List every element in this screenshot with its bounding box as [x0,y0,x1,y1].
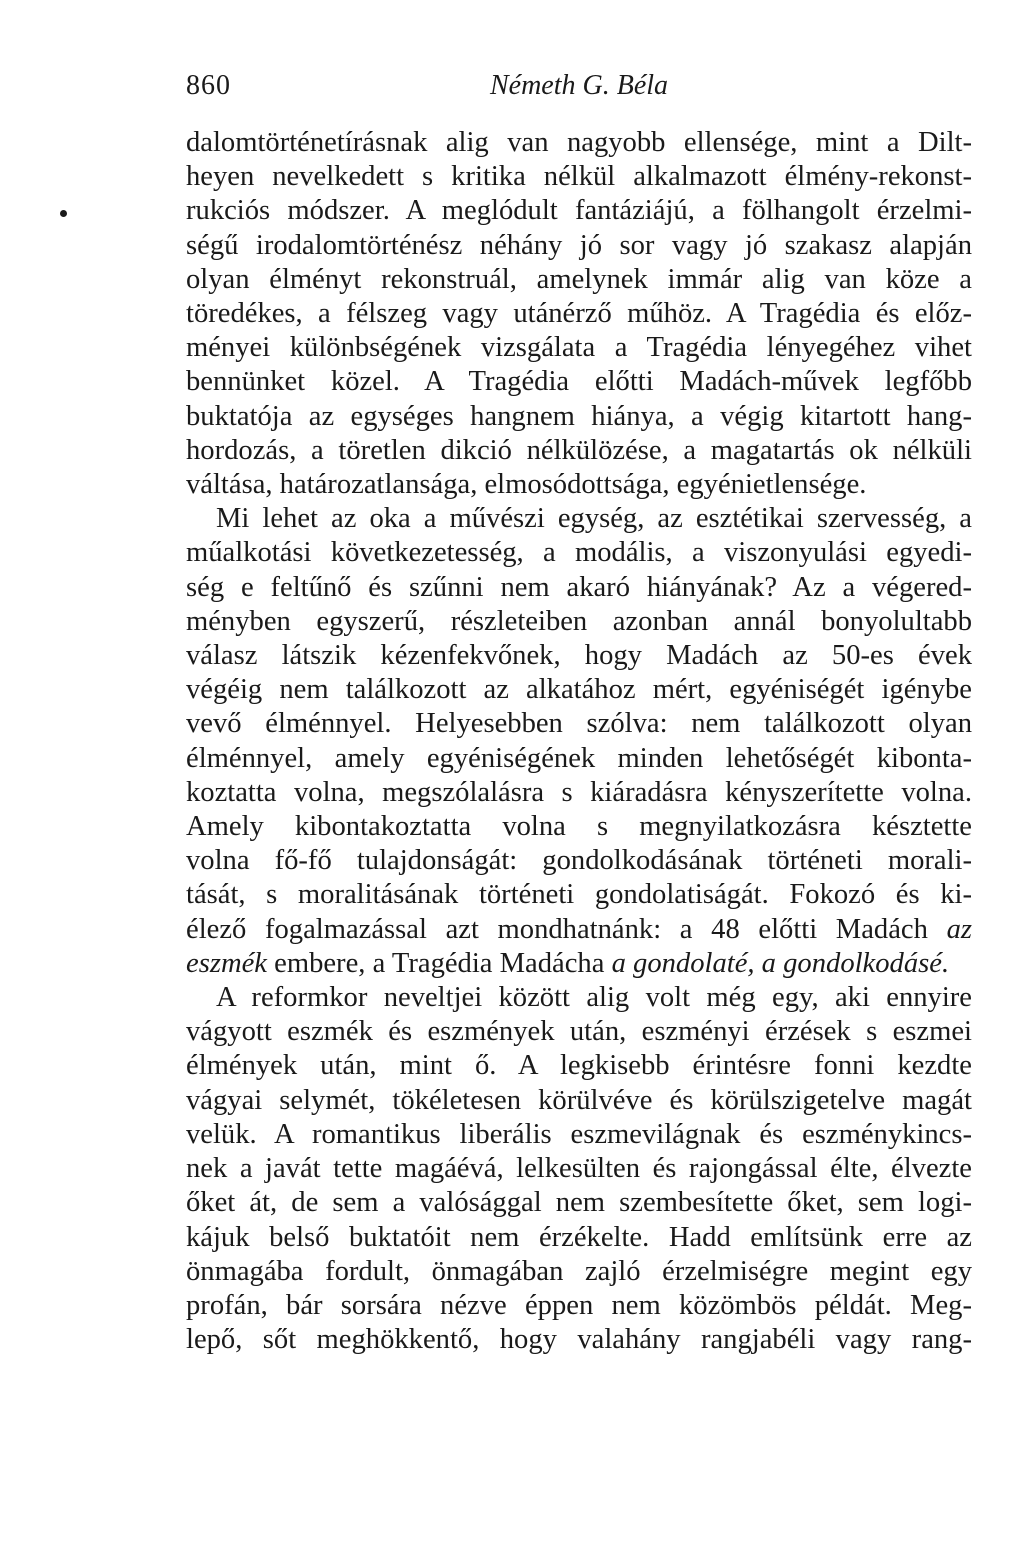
text-line: őket át, de sem a valósággal nem szembesítette őket, sem logi- [186,1187,972,1219]
text-line: hordozás, a töretlen dikció nélkülözése, a magatartás ok nélküli [186,434,972,466]
text-line: vevő élménnyel. Helyesebben szólva: nem találkozott olyan [186,708,972,740]
text-line [186,947,972,981]
text-line: ség e feltűnő és szűnni nem akaró hiányának? Az a végered- [186,571,972,603]
text-line: ségű irodalomtörténész néhány jó sor vagy jó szakasz alapján [186,229,972,261]
page-header [186,70,972,110]
text-line: váltása, határozatlansága, elmosódottsága, egyénietlensége. [186,469,867,501]
text-line [186,913,972,947]
text-line: koztatta volna, megszólalásra s kiáradásra kényszerítette volna. [186,776,972,808]
text-line: vágyott eszmék és eszmények után, eszményi érzések s eszmei [186,1016,972,1048]
text-line: válasz látszik kézenfekvőnek, hogy Madách az 50-es évek [186,640,972,672]
text-line: olyan élményt rekonstruál, amelynek immár alig van köze a [186,263,972,295]
text-line: Amely kibontakoztatta volna s megnyilatkozásra késztette [186,811,972,843]
text-line: végéig nem találkozott az alkatához mért, egyéniségét igénybe [186,674,972,706]
text-line: Mi lehet az oka a művészi egység, az esztétikai szervesség, a [216,503,972,535]
text-line: ményben egyszerű, részleteiben azonban annál bonyolultabb [186,605,972,637]
running-head: Németh G. Béla [489,70,669,101]
text-line: nek a javát tette magáévá, lelkesülten és rajongással élte, élvezte [186,1153,972,1185]
text-segment: embere, a Tragédia Madácha [274,947,605,979]
text-line: rukciós módszer. A meglódult fantáziájú, a fölhangolt érzelmi- [186,195,972,227]
page-number: 860 [186,70,231,101]
text-line: élmények után, mint ő. A legkisebb érintésre fonni kezdte [186,1050,972,1082]
text-line: A reformkor neveltjei között alig volt még egy, aki ennyire [216,982,972,1014]
text-line: profán, bár sorsára nézve éppen nem közömbös példát. Meg- [186,1289,972,1321]
italic-segment: eszmék [186,947,267,979]
text-segment: élező fogalmazással azt mondhatnánk: a 48 előtti Madách [186,913,928,945]
text-line: buktatója az egységes hangnem hiánya, a végig kitartott hang- [186,400,972,432]
text-line: velük. A romantikus liberális eszmevilágnak és eszménykincs- [186,1118,972,1150]
text-line: volna fő-fő tulajdonságát: gondolkodásának történeti morali- [186,845,972,877]
margin-mark [60,210,67,217]
body-text [186,126,972,1357]
text-line: önmagába fordult, önmagában zajló érzelmiségre megint egy [186,1255,972,1287]
text-line: ményei különbségének vizsgálata a Tragédia lényegéhez vihet [186,332,972,364]
text-line: tását, s moralitásának történeti gondolatiságát. Fokozó és ki- [186,879,972,911]
text-line: heyen nevelkedett s kritika nélkül alkalmazott élmény-rekonst- [186,161,972,193]
text-line: dalomtörténetírásnak alig van nagyobb ellensége, mint a Dilt- [186,127,972,158]
text-line: töredékes, a félszeg vagy utánérző műhöz. A Tragédia és előz- [186,298,972,330]
italic-segment: a gondolaté, a gondolkodásé. [611,947,950,979]
text-line: műalkotási következetesség, a modális, a viszonyulási egyedi- [186,537,972,569]
text-line: bennünket közel. A Tragédia előtti Madách-művek legfőbb [186,366,972,398]
text-line: kájuk belső buktatóit nem érzékelte. Hadd említsünk erre az [186,1221,972,1253]
text-line: vágyai selymét, tökéletesen körülvéve és körülszigetelve magát [186,1084,972,1116]
italic-segment: az [946,913,972,945]
text-line: lepő, sőt meghökkentő, hogy valahány rangjabéli vagy rang- [186,1324,972,1356]
text-line: élménnyel, amely egyéniségének minden lehetőségét kibonta- [186,742,972,774]
